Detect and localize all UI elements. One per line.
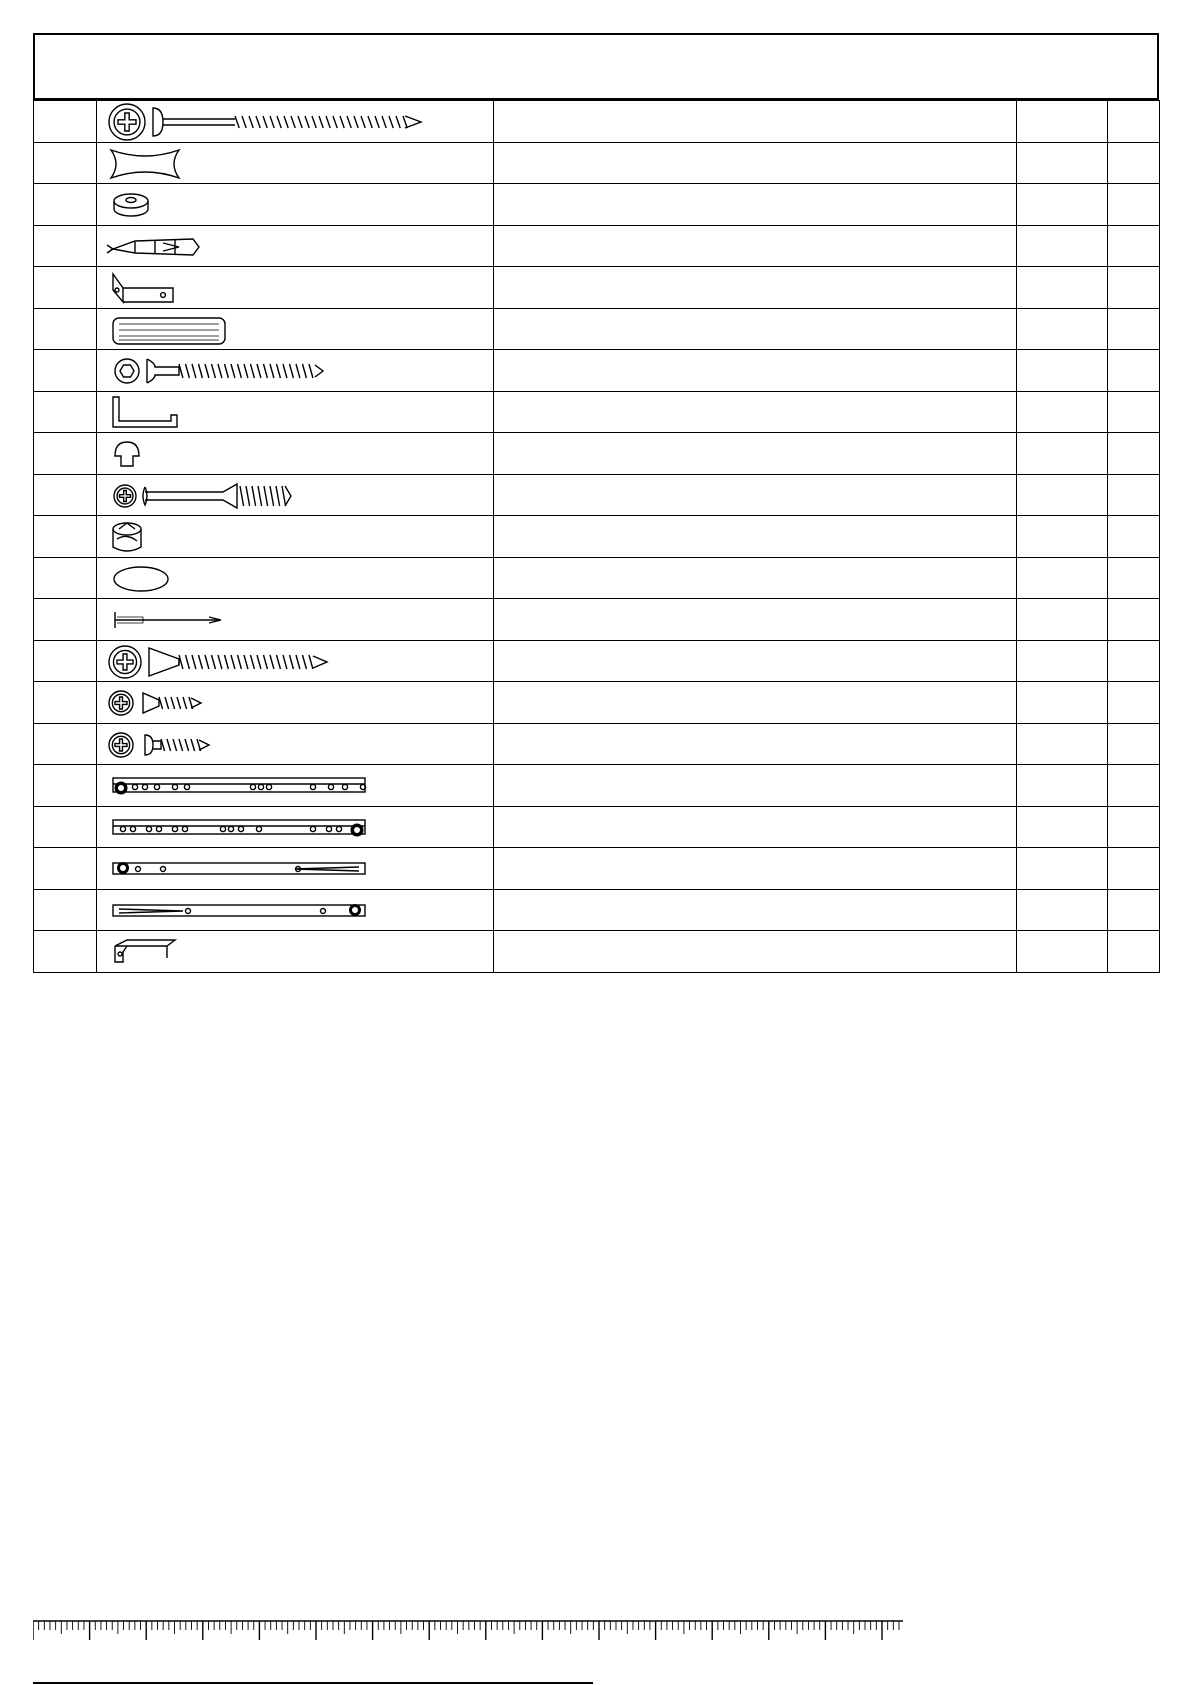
- angle-bracket-icon: [105, 268, 485, 308]
- part-check-box[interactable]: [1108, 474, 1160, 516]
- part-number: [34, 142, 97, 184]
- part-illustration-cell: [97, 889, 494, 931]
- table-row: [34, 806, 1160, 848]
- part-check-box[interactable]: [1108, 516, 1160, 558]
- part-number: [34, 682, 97, 724]
- countersunk-screw-long-icon: [105, 642, 485, 682]
- edge-handle-icon: [105, 932, 485, 972]
- part-check-box[interactable]: [1108, 391, 1160, 433]
- part-description: [494, 599, 1017, 641]
- long-pan-head-screw-icon: [105, 102, 485, 142]
- part-quantity: [1017, 516, 1108, 558]
- part-illustration-cell: [97, 101, 494, 143]
- part-description: [494, 765, 1017, 807]
- table-row: [34, 848, 1160, 890]
- part-quantity: [1017, 308, 1108, 350]
- part-quantity: [1017, 433, 1108, 475]
- cam-bolt-icon: [105, 476, 485, 516]
- table-row: [34, 640, 1160, 682]
- part-description: [494, 474, 1017, 516]
- part-check-box[interactable]: [1108, 557, 1160, 599]
- part-number: [34, 184, 97, 226]
- part-number: [34, 516, 97, 558]
- part-illustration-cell: [97, 516, 494, 558]
- table-row: [34, 723, 1160, 765]
- measuring-ruler-icon: [33, 1620, 903, 1650]
- drawer-runner-right-icon: [105, 808, 485, 848]
- part-description: [494, 931, 1017, 973]
- part-description: [494, 391, 1017, 433]
- part-description: [494, 682, 1017, 724]
- part-quantity: [1017, 640, 1108, 682]
- part-description: [494, 142, 1017, 184]
- part-number: [34, 267, 97, 309]
- part-quantity: [1017, 184, 1108, 226]
- pan-head-screw-short-icon: [105, 725, 485, 765]
- part-number: [34, 308, 97, 350]
- part-check-box[interactable]: [1108, 433, 1160, 475]
- cabinet-rail-right-icon: [105, 891, 485, 931]
- shelf-support-pin-icon: [105, 434, 485, 474]
- cover-cap-sticker-icon: [105, 559, 485, 599]
- bowtie-wedge-connector-icon: [105, 144, 485, 184]
- part-quantity: [1017, 848, 1108, 890]
- part-number: [34, 723, 97, 765]
- part-check-box[interactable]: [1108, 765, 1160, 807]
- part-description: [494, 225, 1017, 267]
- part-illustration-cell: [97, 267, 494, 309]
- part-quantity: [1017, 765, 1108, 807]
- part-description: [494, 267, 1017, 309]
- part-quantity: [1017, 723, 1108, 765]
- drawer-runner-left-icon: [105, 766, 485, 806]
- part-number: [34, 474, 97, 516]
- part-number: [34, 225, 97, 267]
- table-row: [34, 308, 1160, 350]
- part-illustration-cell: [97, 474, 494, 516]
- table-row: [34, 889, 1160, 931]
- part-check-box[interactable]: [1108, 848, 1160, 890]
- part-quantity: [1017, 142, 1108, 184]
- part-illustration-cell: [97, 557, 494, 599]
- part-description: [494, 557, 1017, 599]
- part-illustration-cell: [97, 723, 494, 765]
- table-row: [34, 557, 1160, 599]
- parts-table: [33, 100, 1160, 973]
- part-illustration-cell: [97, 225, 494, 267]
- part-description: [494, 516, 1017, 558]
- part-check-box[interactable]: [1108, 640, 1160, 682]
- part-description: [494, 350, 1017, 392]
- hex-confirmat-screw-icon: [105, 351, 485, 391]
- part-illustration-cell: [97, 142, 494, 184]
- table-row: [34, 433, 1160, 475]
- part-description: [494, 101, 1017, 143]
- allen-key-icon: [105, 393, 485, 433]
- table-row: [34, 184, 1160, 226]
- table-row: [34, 101, 1160, 143]
- part-check-box[interactable]: [1108, 225, 1160, 267]
- cabinet-rail-left-icon: [105, 849, 485, 889]
- part-description: [494, 848, 1017, 890]
- part-check-box[interactable]: [1108, 184, 1160, 226]
- table-row: [34, 931, 1160, 973]
- part-check-box[interactable]: [1108, 889, 1160, 931]
- nail-icon: [105, 600, 485, 640]
- part-number: [34, 557, 97, 599]
- table-row: [34, 391, 1160, 433]
- part-illustration-cell: [97, 599, 494, 641]
- part-number: [34, 391, 97, 433]
- table-row: [34, 599, 1160, 641]
- part-description: [494, 723, 1017, 765]
- footer-line: [33, 1682, 593, 1684]
- table-row: [34, 474, 1160, 516]
- part-description: [494, 806, 1017, 848]
- part-illustration-cell: [97, 682, 494, 724]
- part-number: [34, 889, 97, 931]
- table-row: [34, 765, 1160, 807]
- part-illustration-cell: [97, 806, 494, 848]
- part-check-box[interactable]: [1108, 723, 1160, 765]
- part-quantity: [1017, 350, 1108, 392]
- part-check-box[interactable]: [1108, 682, 1160, 724]
- part-number: [34, 350, 97, 392]
- part-check-box[interactable]: [1108, 142, 1160, 184]
- part-quantity: [1017, 267, 1108, 309]
- table-row: [34, 267, 1160, 309]
- part-illustration-cell: [97, 848, 494, 890]
- wooden-dowel-icon: [105, 310, 485, 350]
- part-illustration-cell: [97, 350, 494, 392]
- part-illustration-cell: [97, 184, 494, 226]
- part-number: [34, 433, 97, 475]
- cam-lock-icon: [105, 517, 485, 557]
- part-illustration-cell: [97, 391, 494, 433]
- part-quantity: [1017, 806, 1108, 848]
- part-description: [494, 433, 1017, 475]
- countersunk-screw-short-icon: [105, 683, 485, 723]
- table-row: [34, 516, 1160, 558]
- part-check-box[interactable]: [1108, 101, 1160, 143]
- wall-plug-anchor-icon: [105, 227, 485, 267]
- part-number: [34, 806, 97, 848]
- part-quantity: [1017, 225, 1108, 267]
- part-illustration-cell: [97, 308, 494, 350]
- round-bumper-pad-icon: [105, 185, 485, 225]
- part-illustration-cell: [97, 931, 494, 973]
- part-number: [34, 599, 97, 641]
- part-check-box[interactable]: [1108, 806, 1160, 848]
- part-illustration-cell: [97, 765, 494, 807]
- part-check-box[interactable]: [1108, 931, 1160, 973]
- part-quantity: [1017, 474, 1108, 516]
- part-number: [34, 640, 97, 682]
- table-row: [34, 142, 1160, 184]
- part-description: [494, 308, 1017, 350]
- part-description: [494, 889, 1017, 931]
- part-quantity: [1017, 391, 1108, 433]
- part-number: [34, 101, 97, 143]
- part-illustration-cell: [97, 433, 494, 475]
- part-check-box[interactable]: [1108, 267, 1160, 309]
- part-quantity: [1017, 889, 1108, 931]
- table-row: [34, 350, 1160, 392]
- part-quantity: [1017, 599, 1108, 641]
- part-quantity: [1017, 931, 1108, 973]
- part-illustration-cell: [97, 640, 494, 682]
- part-description: [494, 640, 1017, 682]
- part-quantity: [1017, 682, 1108, 724]
- table-row: [34, 225, 1160, 267]
- part-quantity: [1017, 557, 1108, 599]
- part-number: [34, 765, 97, 807]
- part-quantity: [1017, 101, 1108, 143]
- part-number: [34, 848, 97, 890]
- part-check-box[interactable]: [1108, 308, 1160, 350]
- part-check-box[interactable]: [1108, 350, 1160, 392]
- part-check-box[interactable]: [1108, 599, 1160, 641]
- part-number: [34, 931, 97, 973]
- header-band: [33, 33, 1159, 100]
- part-description: [494, 184, 1017, 226]
- table-row: [34, 682, 1160, 724]
